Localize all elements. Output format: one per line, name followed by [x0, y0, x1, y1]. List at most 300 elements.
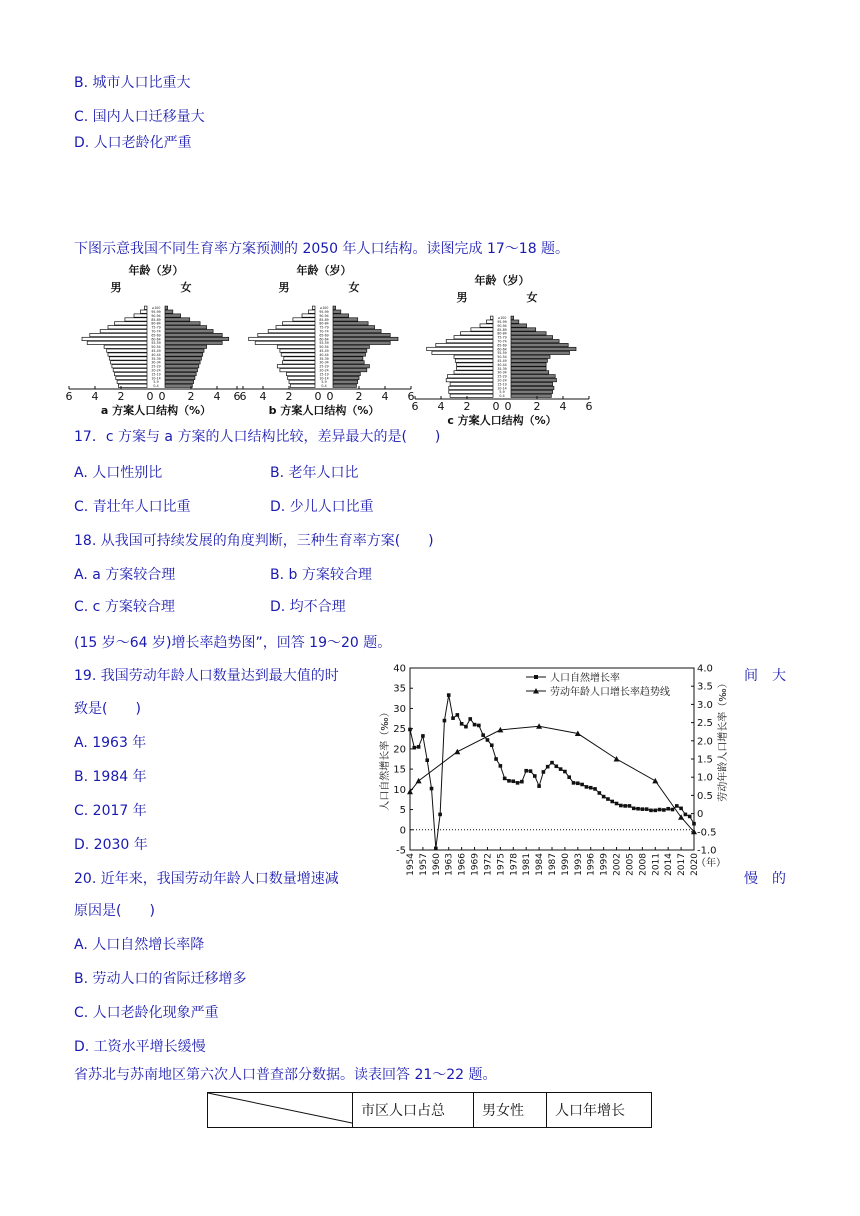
- pyramid-female-bar: [333, 306, 336, 309]
- pyramid-female-bar: [333, 345, 369, 348]
- pyramid-male-bar: [454, 371, 493, 374]
- natural-growth-point: [434, 847, 438, 851]
- natural-growth-point: [675, 804, 679, 808]
- natural-growth-point: [425, 758, 429, 762]
- natural-growth-point: [529, 769, 533, 773]
- q17-option-a: A. 人口性别比: [74, 465, 163, 481]
- pyramid-female-bar: [511, 343, 568, 346]
- pyramid-male-bar: [450, 394, 493, 397]
- pyramid-male-bar: [108, 353, 147, 356]
- pyramid-male-bar: [454, 336, 493, 339]
- left-tick-label: 5: [399, 805, 406, 817]
- pyramid-male-bar: [116, 376, 147, 379]
- pyramid-female-bar: [511, 332, 546, 335]
- q20-option-c: C. 人口老龄化现象严重: [74, 1005, 219, 1021]
- pyramid-female-bar: [333, 361, 364, 364]
- pyramid-age-label: 55-59: [151, 341, 161, 346]
- pyramid-age-label: 65-69: [151, 333, 161, 338]
- natural-growth-point: [546, 765, 550, 769]
- pyramid-age-label: 10-14: [497, 386, 507, 391]
- pyramid-tick-label: 4: [91, 390, 99, 403]
- x-tick-label: 1984: [535, 853, 546, 876]
- pyramid-age-label: 95-99: [319, 310, 329, 314]
- natural-growth-point: [537, 784, 541, 788]
- q16-option-b: B. 城市人口比重大: [74, 75, 191, 91]
- natural-growth-point: [623, 804, 627, 808]
- pyramid-tick-label: 6: [407, 390, 415, 403]
- pyramid-age-label: 75-79: [151, 325, 161, 330]
- census-table: [207, 1092, 652, 1128]
- pyramid-female-bar: [165, 365, 199, 368]
- x-tick-label: 1978: [509, 853, 520, 876]
- pyramid-female-bar: [511, 375, 555, 378]
- q16-option-d: D. 人口老龄化严重: [74, 135, 192, 151]
- natural-growth-point: [684, 813, 688, 817]
- natural-growth-point: [555, 764, 559, 768]
- x-tick-label: 1969: [470, 853, 481, 876]
- pyramid-male-bar: [427, 347, 493, 350]
- natural-growth-point: [464, 725, 468, 729]
- pyramid-age-label: 15-19: [497, 382, 507, 387]
- pyramid-male-bar: [115, 322, 148, 325]
- pyramid-male-label: 男: [278, 281, 290, 294]
- pyramid-age-label: 10-14: [151, 376, 161, 381]
- pyramid-age-label: 90-94: [319, 313, 329, 318]
- pyramid-male-bar: [107, 349, 147, 352]
- x-tick-label: 1990: [560, 853, 571, 876]
- pyramid-age-label: 45-49: [497, 359, 507, 363]
- pyramid-female-bar: [511, 336, 553, 339]
- pyramid-female-bar: [165, 330, 213, 333]
- right-tick-label: 2.0: [697, 736, 713, 748]
- natural-growth-point: [494, 757, 498, 761]
- q16-option-c: C. 国内人口迁移量大: [74, 109, 205, 125]
- pyramid-female-bar: [165, 310, 173, 313]
- natural-growth-point: [645, 807, 649, 811]
- x-tick-label: 2014: [664, 853, 675, 876]
- q20-stem: 20. 近年来，我国劳动年龄人口数量增速减: [74, 871, 339, 887]
- pyramid-male-bar: [258, 333, 315, 336]
- natural-growth-point: [413, 746, 417, 750]
- pyramid-female-bar: [333, 314, 349, 317]
- natural-growth-point: [438, 813, 442, 817]
- natural-growth-point: [636, 807, 640, 811]
- pyramid-age-label: 75-79: [319, 325, 329, 330]
- pyramid-male-bar: [448, 375, 494, 378]
- pyramid-age-label: 15-19: [151, 372, 161, 377]
- natural-growth-point: [477, 724, 481, 728]
- q19-option-d: D. 2030 年: [74, 837, 148, 853]
- pyramid-age-label: ≥100: [497, 316, 507, 321]
- pyramid-female-bar: [511, 351, 570, 354]
- pyramid-age-label: 20-24: [497, 378, 507, 383]
- pyramid-male-bar: [141, 310, 148, 313]
- pyramid-age-label: 5-9: [153, 380, 159, 385]
- pyramid-age-label: 95-99: [151, 310, 161, 314]
- pyramid-age-title: 年龄（岁）: [474, 274, 530, 287]
- pyramid-female-bar: [511, 320, 519, 323]
- x-tick-label: 2008: [638, 853, 649, 876]
- pyramid-female-bar: [165, 345, 207, 348]
- q20-stem-line2: 原因是( ): [74, 903, 155, 919]
- pyramid-female-bar: [511, 324, 527, 327]
- natural-growth-point: [641, 807, 645, 811]
- pyramid-male-bar: [90, 333, 147, 336]
- natural-growth-point: [473, 723, 477, 727]
- pyramid-age-label: 75-79: [497, 335, 507, 340]
- pyramid-female-bar: [165, 361, 200, 364]
- pyramid-female-bar: [333, 380, 358, 383]
- pyramid-age-label: 0-4: [499, 394, 505, 399]
- x-tick-label: 2011: [651, 853, 662, 876]
- pyramid-male-bar: [302, 314, 315, 317]
- pyramid-age-label: 95-99: [497, 320, 507, 324]
- pyramid-tick-label: 6: [585, 400, 593, 413]
- pyramid-male-bar: [281, 353, 315, 356]
- natural-growth-point: [456, 713, 460, 717]
- pyramid-female-bar: [333, 341, 390, 344]
- pyramid-tick-label: 2: [187, 390, 195, 403]
- pyramid-age-label: 70-74: [319, 329, 329, 334]
- pyramid-female-bar: [333, 349, 367, 352]
- pyramid-panel-c: [412, 273, 593, 427]
- pyramid-panel-b: [234, 263, 415, 417]
- natural-growth-point: [615, 802, 619, 806]
- q18-stem: 18. 从我国可持续发展的角度判断，三种生育率方案( ): [74, 533, 434, 549]
- pyramid-male-bar: [280, 369, 315, 372]
- pyramid-male-bar: [457, 363, 493, 366]
- pyramid-age-label: 15-19: [319, 372, 329, 377]
- right-tick-label: 2.5: [697, 718, 713, 730]
- pyramid-male-bar: [100, 330, 147, 333]
- natural-growth-point: [662, 808, 666, 812]
- pyramid-tick-label: 4: [259, 390, 267, 403]
- pyramid-female-bar: [165, 384, 192, 387]
- q20-option-a: A. 人口自然增长率降: [74, 937, 205, 953]
- natural-growth-point: [593, 787, 597, 791]
- table-header-row: [208, 1093, 652, 1128]
- pyramid-age-label: ≥100: [319, 306, 329, 311]
- pyramid-male-bar: [117, 380, 147, 383]
- natural-growth-point: [486, 738, 490, 742]
- pyramid-tick-label: 6: [239, 390, 247, 403]
- pyramid-age-label: ≥100: [151, 306, 161, 311]
- pyramid-female-bar: [165, 314, 181, 317]
- pyramid-female-bar: [165, 372, 196, 375]
- pyramid-female-bar: [333, 330, 381, 333]
- pyramid-male-bar: [289, 380, 315, 383]
- pyramid-age-label: 30-34: [497, 370, 507, 375]
- pyramid-female-bar: [511, 363, 546, 366]
- pyramid-age-label: 50-54: [497, 355, 507, 360]
- pyramid-male-bar: [312, 306, 315, 309]
- pyramid-caption: b 方案人口结构（%）: [268, 404, 380, 417]
- pyramid-male-bar: [115, 372, 148, 375]
- pyramid-age-label: 35-39: [497, 366, 507, 371]
- pyramid-age-label: 90-94: [151, 313, 161, 318]
- natural-growth-point: [692, 822, 696, 826]
- right-axis-title: 劳动年龄人口增长率（‰）: [718, 678, 729, 802]
- right-tick-label: -1.0: [697, 845, 717, 857]
- q18-option-a: A. a 方案较合理: [74, 567, 176, 583]
- left-tick-label: 20: [393, 744, 406, 756]
- pyramid-female-bar: [165, 369, 198, 372]
- pyramid-female-bar: [511, 390, 553, 393]
- table-header-cell: 市区人口占总: [353, 1093, 474, 1128]
- pyramid-male-bar: [284, 357, 315, 360]
- natural-growth-point: [563, 770, 567, 774]
- pyramid-male-bar: [286, 372, 315, 375]
- pyramid-age-label: 50-54: [319, 345, 329, 350]
- pyramid-tick-label: 4: [559, 400, 567, 413]
- pyramid-female-bar: [165, 326, 207, 329]
- left-tick-label: 35: [393, 683, 406, 695]
- x-tick-label: 2005: [625, 853, 636, 876]
- x-tick-label: 1960: [431, 853, 442, 876]
- pyramid-female-bar: [511, 359, 547, 362]
- pyramid-caption: c 方案人口结构（%）: [447, 414, 557, 427]
- pyramid-age-label: 45-49: [319, 349, 329, 353]
- q19-option-c: C. 2017 年: [74, 803, 147, 819]
- pyramid-male-bar: [112, 365, 147, 368]
- pyramid-female-bar: [333, 369, 367, 372]
- pyramid-male-bar: [446, 379, 493, 382]
- pyramid-male-bar: [277, 365, 315, 368]
- legend-label-natural: 人口自然增长率: [550, 673, 620, 684]
- natural-growth-point: [499, 764, 503, 768]
- x-tick-label: 2020: [690, 853, 700, 876]
- right-tick-label: 3.0: [697, 699, 713, 711]
- pyramid-male-bar: [118, 384, 147, 387]
- pyramid-age-label: 55-59: [319, 341, 329, 346]
- labor-trend-point: [652, 778, 658, 784]
- pyramid-age-label: 40-44: [319, 352, 329, 357]
- natural-growth-point: [430, 787, 434, 791]
- natural-growth-point: [443, 719, 447, 723]
- pyramid-age-label: 60-64: [319, 337, 329, 342]
- left-tick-label: 25: [393, 724, 406, 736]
- pyramid-female-bar: [511, 386, 554, 389]
- pyramid-age-label: 70-74: [151, 329, 161, 334]
- natural-growth-point: [567, 775, 571, 779]
- natural-growth-point: [572, 781, 576, 785]
- legend-label-labor: 劳动年龄人口增长率趋势线: [550, 687, 670, 698]
- pyramid-age-label: 30-34: [151, 360, 161, 365]
- pyramid-male-bar: [283, 322, 316, 325]
- pyramid-female-bar: [165, 376, 195, 379]
- pyramid-male-bar: [82, 337, 147, 340]
- pyramid-age-label: 60-64: [497, 347, 507, 352]
- x-tick-label: 1954: [406, 853, 416, 876]
- pyramid-tick-label: 2: [117, 390, 125, 403]
- pyramid-female-bar: [165, 322, 200, 325]
- pyramid-male-bar: [125, 318, 147, 321]
- pyramid-male-bar: [134, 314, 147, 317]
- pyramid-female-bar: [511, 328, 536, 331]
- natural-growth-point: [533, 774, 537, 778]
- pyramid-female-bar: [165, 341, 222, 344]
- pyramid-tick-label: 6: [411, 400, 419, 413]
- pyramid-tick-label: 0: [326, 390, 334, 403]
- natural-growth-point: [559, 767, 563, 771]
- natural-growth-point: [447, 693, 451, 697]
- q19-option-b: B. 1984 年: [74, 769, 147, 785]
- x-tick-label: 1957: [418, 853, 429, 876]
- q19-stem: 19. 我国劳动年龄人口数量达到最大值的时: [74, 668, 339, 684]
- natural-growth-point: [460, 722, 464, 726]
- natural-growth-point: [632, 807, 636, 811]
- pyramid-tick-label: 2: [285, 390, 293, 403]
- natural-growth-point: [542, 770, 546, 774]
- x-tick-label: 1975: [496, 853, 507, 876]
- pyramid-female-bar: [333, 310, 341, 313]
- natural-growth-point: [516, 781, 520, 785]
- left-axis-title: 人口自然增长率（‰）: [380, 707, 391, 811]
- pyramid-female-bar: [165, 306, 168, 309]
- pyramid-age-label: 35-39: [319, 356, 329, 361]
- q17-option-c: C. 青壮年人口比重: [74, 499, 191, 515]
- growth-rate-chart: [376, 660, 736, 876]
- natural-growth-point: [619, 804, 623, 808]
- natural-growth-point: [602, 795, 606, 799]
- pyramid-female-bar: [333, 318, 358, 321]
- pyramid-male-bar: [446, 340, 493, 343]
- natural-growth-point: [606, 797, 610, 801]
- natural-growth-point: [421, 734, 425, 738]
- left-tick-label: 30: [393, 703, 406, 715]
- pyramid-male-bar: [461, 332, 494, 335]
- pyramid-age-title: 年龄（岁）: [296, 264, 352, 277]
- intro-21-22: 省苏北与苏南地区第六次人口普查部分数据。读表回答 21～22 题。: [74, 1067, 497, 1083]
- pyramid-male-bar: [471, 328, 493, 331]
- pyramid-age-label: 80-84: [319, 321, 329, 326]
- pyramid-male-bar: [480, 324, 493, 327]
- natural-growth-point: [666, 807, 670, 811]
- left-tick-label: -5: [396, 845, 406, 857]
- pyramid-age-label: 50-54: [151, 345, 161, 350]
- pyramid-male-bar: [288, 376, 315, 379]
- pyramid-male-bar: [276, 326, 315, 329]
- q18-option-b: B. b 方案较合理: [270, 567, 372, 583]
- pyramid-tick-label: 2: [355, 390, 363, 403]
- pyramid-female-bar: [511, 379, 557, 382]
- right-tick-label: -0.5: [697, 827, 717, 839]
- pyramid-female-bar: [333, 376, 359, 379]
- natural-growth-point: [688, 815, 692, 819]
- pyramid-male-bar: [457, 367, 493, 370]
- right-tick-label: 0.5: [697, 790, 713, 802]
- x-tick-label: 1963: [444, 853, 455, 876]
- natural-growth-point: [507, 779, 511, 783]
- pyramid-female-bar: [333, 353, 366, 356]
- pyramid-tick-label: 4: [213, 390, 221, 403]
- pyramid-male-bar: [280, 349, 315, 352]
- pyramid-tick-label: 0: [504, 400, 512, 413]
- pyramid-male-bar: [293, 318, 315, 321]
- right-tick-label: 0: [697, 809, 704, 821]
- x-tick-label: 1996: [586, 853, 597, 876]
- pyramid-female-bar: [511, 382, 553, 385]
- legend-marker-square: [534, 675, 538, 679]
- q20-stem-continued: 慢 的: [744, 871, 786, 887]
- pyramid-male-bar: [449, 390, 493, 393]
- x-tick-label: 1987: [548, 853, 558, 876]
- natural-growth-point: [610, 800, 614, 804]
- pyramid-tick-label: 2: [533, 400, 541, 413]
- pyramid-female-bar: [333, 384, 356, 387]
- pyramid-age-label: 60-64: [151, 337, 161, 342]
- intro-19-20: (15 岁～64 岁)增长率趋势图”，回答 19～20 题。: [74, 635, 392, 651]
- table-header-cell: 男女性: [474, 1093, 547, 1128]
- pyramid-age-label: 20-24: [151, 368, 161, 373]
- q18-option-c: C. c 方案较合理: [74, 599, 175, 615]
- pyramid-female-bar: [165, 318, 190, 321]
- pyramid-female-bar: [333, 326, 375, 329]
- pyramid-male-bar: [309, 310, 316, 313]
- q20-option-b: B. 劳动人口的省际迁移增多: [74, 971, 247, 987]
- pyramid-female-label: 女: [348, 281, 360, 294]
- x-tick-label: 1972: [483, 853, 494, 876]
- pyramid-female-bar: [511, 355, 550, 358]
- pyramid-female-bar: [333, 357, 363, 360]
- pyramid-tick-label: 0: [492, 400, 500, 413]
- pyramid-tick-label: 0: [158, 390, 166, 403]
- pyramid-female-bar: [511, 371, 549, 374]
- natural-growth-point: [468, 717, 472, 721]
- natural-growth-point: [490, 743, 494, 747]
- natural-growth-point: [589, 786, 593, 790]
- x-tick-label: 2002: [612, 853, 623, 876]
- intro-17-18: 下图示意我国不同生育率方案预测的 2050 年人口结构。读图完成 17～18 题。: [74, 241, 570, 257]
- pyramid-age-label: 80-84: [497, 331, 507, 336]
- pyramid-male-label: 男: [456, 291, 468, 304]
- pyramid-age-label: 35-39: [151, 356, 161, 361]
- pyramid-male-bar: [454, 355, 493, 358]
- labor-trend-point: [614, 756, 620, 762]
- pyramid-female-bar: [165, 353, 203, 356]
- table-header-cell: 人口年增长: [547, 1093, 652, 1128]
- population-pyramids-figure: [65, 262, 593, 427]
- pyramid-tick-label: 0: [146, 390, 154, 403]
- q17-option-d: D. 少儿人口比重: [270, 499, 374, 515]
- natural-growth-point: [503, 777, 507, 781]
- pyramid-male-bar: [290, 384, 315, 387]
- left-tick-label: 15: [393, 764, 406, 776]
- pyramid-age-label: 80-84: [151, 321, 161, 326]
- pyramid-female-bar: [165, 357, 201, 360]
- pyramid-female-bar: [511, 316, 514, 319]
- natural-growth-point: [649, 809, 653, 813]
- pyramid-male-label: 男: [110, 281, 122, 294]
- pyramid-age-label: 5-9: [321, 380, 327, 385]
- x-axis-unit: （年）: [696, 858, 726, 869]
- pyramid-female-bar: [333, 333, 390, 336]
- pyramid-male-bar: [450, 382, 493, 385]
- pyramid-male-bar: [108, 326, 147, 329]
- pyramid-age-label: 25-29: [497, 374, 507, 379]
- pyramid-female-bar: [165, 349, 204, 352]
- natural-growth-point: [408, 728, 412, 732]
- pyramid-female-label: 女: [526, 291, 538, 304]
- pyramid-male-bar: [144, 306, 147, 309]
- pyramid-male-bar: [436, 343, 493, 346]
- pyramid-female-bar: [333, 322, 368, 325]
- pyramid-age-label: 0-4: [153, 384, 159, 389]
- natural-growth-point: [576, 781, 580, 785]
- pyramid-male-bar: [449, 386, 493, 389]
- pyramid-female-bar: [511, 394, 551, 397]
- x-tick-label: 2017: [677, 853, 688, 876]
